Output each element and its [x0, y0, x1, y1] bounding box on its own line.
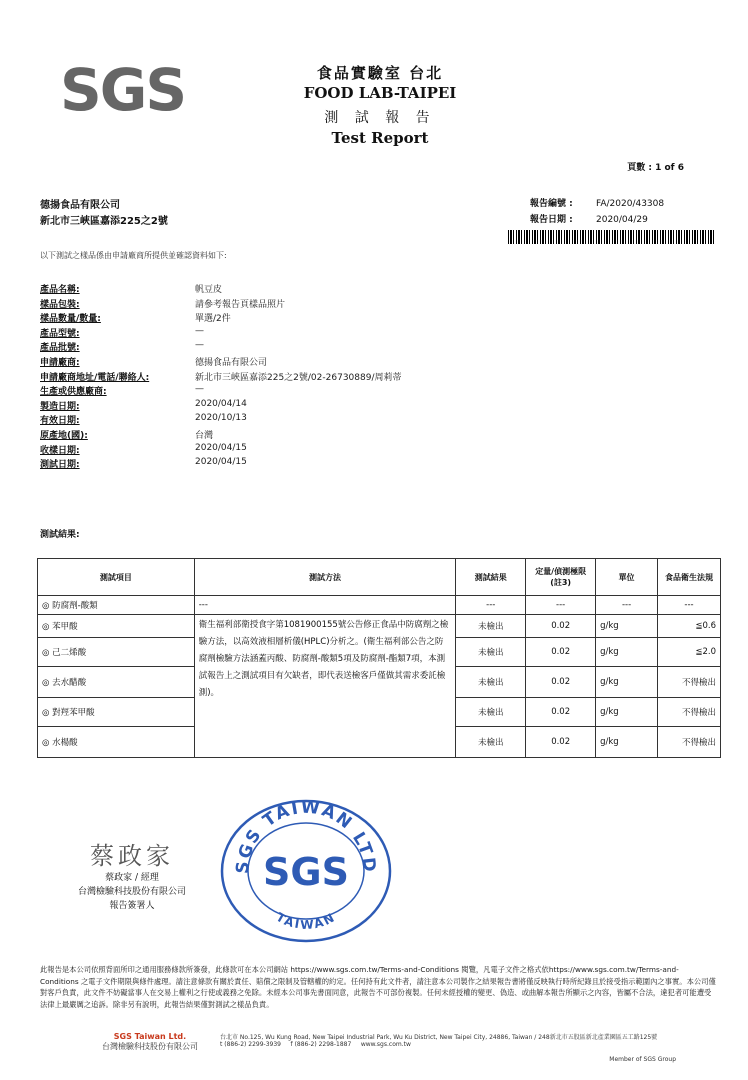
cell-unit: g/kg — [596, 638, 658, 667]
info-row — [40, 311, 401, 326]
logo-text: SGS — [60, 56, 186, 124]
info-label: 生產或供應廠商: — [40, 387, 107, 398]
table-row — [38, 615, 721, 638]
cell-limit: 0.02 — [526, 615, 596, 638]
cell-method-empty: --- — [194, 596, 456, 615]
info-label: 樣品數量/數量: — [40, 314, 101, 325]
info-value: 2020/04/15 — [195, 457, 247, 468]
info-row — [40, 282, 401, 297]
info-value: 帆豆皮 — [195, 285, 223, 295]
cell-limit: 0.02 — [526, 638, 596, 667]
barcode — [508, 230, 714, 244]
info-value: 台灣 — [195, 430, 214, 441]
info-row — [40, 297, 401, 312]
cell-item: ◎ 己二烯酸 — [38, 638, 195, 667]
info-value: — — [195, 340, 204, 351]
info-value: — — [195, 325, 204, 336]
page-number: 頁數 : 1 of 6 — [627, 163, 684, 173]
info-label: 產品批號: — [40, 343, 80, 354]
svg-text:TAIWAN — [274, 910, 338, 932]
info-row — [40, 370, 401, 385]
cell-regulation: --- — [658, 596, 721, 615]
handwritten-signature: 蔡政家 — [90, 842, 174, 870]
cell-result: 未檢出 — [456, 638, 526, 667]
info-row — [40, 340, 401, 355]
intro-text: 以下測試之樣品係由申請廠商所提供並確認資料如下: — [40, 251, 227, 260]
cell-limit: 0.02 — [526, 727, 596, 758]
signer-company: 台灣檢驗科技股份有限公司 — [77, 887, 186, 897]
info-value: 2020/04/14 — [195, 398, 247, 409]
info-row — [40, 457, 401, 472]
stamp-center-text: SGS — [263, 850, 349, 894]
cell-item: ◎ 對羥苯甲酸 — [38, 698, 195, 727]
sample-info — [40, 282, 401, 472]
info-label: 收樣日期: — [40, 445, 80, 456]
cell-limit: 0.02 — [526, 698, 596, 727]
cell-item: ◎ 水楊酸 — [38, 727, 195, 758]
cell-regulation: 不得檢出 — [658, 727, 721, 758]
report-number — [530, 196, 664, 209]
info-value: 單選/2件 — [195, 314, 231, 325]
info-value: — — [195, 384, 204, 395]
client-name: 德揚食品有限公司 — [40, 200, 120, 211]
signature-block — [52, 836, 212, 913]
cell-regulation: 不得檢出 — [658, 667, 721, 698]
cell-unit: g/kg — [596, 667, 658, 698]
report-title-en: Test Report — [331, 129, 429, 147]
header-method: 測試方法 — [194, 559, 456, 596]
cell-regulation: ≦0.6 — [658, 615, 721, 638]
stamp-top-text: SGS TAIWAN LTD — [232, 798, 380, 875]
info-value: 新北市三峽區嘉添225之2號/02-26730889/周莉蒂 — [195, 372, 402, 383]
signer-name-title: 蔡政家 / 經理 — [105, 873, 159, 883]
footer-firm — [80, 1032, 220, 1052]
cell-regulation: ≦2.0 — [658, 638, 721, 667]
cell-item: ◎ 去水醋酸 — [38, 667, 195, 698]
cell-item: ◎ 苯甲酸 — [38, 615, 195, 638]
report-date-label: 報告日期 : — [530, 215, 573, 225]
lab-title-zh: 食品實驗室 台北 — [316, 64, 444, 82]
report-title-zh: 測 試 報 告 — [324, 110, 436, 126]
report-number-value: FA/2020/43308 — [596, 199, 665, 209]
cell-unit: --- — [596, 596, 658, 615]
header-limit: 定量/偵測極限(註3) — [526, 559, 596, 596]
info-label: 產品型號: — [40, 328, 80, 339]
footer-fax: f (886-2) 2298-1887 — [290, 1041, 352, 1048]
info-row — [40, 443, 401, 458]
info-label: 產品名稱: — [40, 285, 80, 295]
header-regulation: 食品衛生法規 — [658, 559, 721, 596]
cell-unit: g/kg — [596, 698, 658, 727]
cell-limit: --- — [526, 596, 596, 615]
client-address: 新北市三峽區嘉添225之2號 — [40, 216, 168, 227]
disclaimer: 此報告是本公司依照背面所印之通用服務條款所簽發，此條款可在本公司網站 https://www.sgs.com.tw/Terms-and-Conditions 閱覽，凡電子文件之格式依https://www.sgs.com.tw/Terms-and-Conditions 之電子文件期限與條件處理。請注意條款有關於責任、賠償之限制及管轄權的約定。任何持有此文件者，請注意本公司製作之結果報告書將僅反映執行時所紀錄且於接受指示範圍內之事實。本公司僅對客戶負責，此文件不妨礙當事人在交易上權利之行使或義務之免除。未經本公司事先書面同意，此報告不可部份複製。任何未經授權的變更、偽造、或曲解本報告所顯示之內容，皆屬不合法，違犯者可能遭受法律上最嚴厲之追訴。除非另有說明，此報告結果僅對測試之樣品負責。 — [40, 965, 716, 1009]
cell-unit: g/kg — [596, 615, 658, 638]
report-date — [530, 212, 648, 225]
cell-unit: g/kg — [596, 727, 658, 758]
info-label: 測試日期: — [40, 460, 80, 471]
cell-result: --- — [456, 596, 526, 615]
header-result: 測試結果 — [456, 559, 526, 596]
report-date-value: 2020/04/29 — [596, 215, 648, 225]
info-row — [40, 384, 401, 399]
info-row — [40, 399, 401, 414]
cell-limit: 0.02 — [526, 667, 596, 698]
footer-firm-zh: 台灣檢驗科技股份有限公司 — [102, 1042, 198, 1051]
info-label: 原產地(國): — [40, 430, 88, 441]
info-label: 申請廠商地址/電話/聯絡人: — [40, 372, 150, 383]
report-number-label: 報告編號 : — [530, 199, 573, 209]
cell-result: 未檢出 — [456, 727, 526, 758]
info-value: 2020/10/13 — [195, 413, 247, 424]
info-label: 製造日期: — [40, 401, 80, 412]
info-label: 申請廠商: — [40, 357, 80, 368]
footer-contact — [220, 1041, 716, 1048]
cell-item: ◎ 防腐劑-酸類 — [38, 596, 195, 615]
signer-role: 報告簽署人 — [109, 901, 155, 911]
cell-result: 未檢出 — [456, 698, 526, 727]
info-value: 請參考報告頁樣品照片 — [195, 299, 286, 310]
info-row — [40, 428, 401, 443]
info-label: 樣品包裝: — [40, 299, 80, 310]
table-row — [38, 596, 721, 615]
results-heading: 測試結果: — [40, 530, 80, 540]
cell-method: 衛生福利部衛授食字第1081900155號公告修正食品中防腐劑之檢驗方法，以高效液相層析儀(HPLC)分析之。(衛生福利部公告之防腐劑檢驗方法涵蓋丙酸、防腐劑-酸類5項及防腐劑-酯類7項，本測試報告上之測試項目有欠缺者，即代表送檢客戶僅做其需求委託檢測)。 — [194, 615, 456, 758]
footer-address-block — [220, 1032, 716, 1048]
sgs-taiwan-stamp — [218, 798, 394, 944]
header-unit: 單位 — [596, 559, 658, 596]
lab-title-en: FOOD LAB-TAIPEI — [303, 84, 457, 102]
results-table — [37, 558, 721, 758]
table-header-row — [38, 559, 721, 596]
cell-regulation: 不得檢出 — [658, 698, 721, 727]
footer-tel: t (886-2) 2299-3939 — [220, 1041, 281, 1048]
info-row — [40, 413, 401, 428]
info-value: 2020/04/15 — [195, 442, 247, 453]
info-value: 德揚食品有限公司 — [195, 357, 268, 368]
footer-member: Member of SGS Group — [609, 1056, 676, 1063]
info-row — [40, 355, 401, 370]
header-item: 測試項目 — [38, 559, 195, 596]
stamp-bottom-text: TAIWAN — [273, 909, 339, 932]
info-label: 有效日期: — [40, 416, 80, 427]
footer-firm-en: SGS Taiwan Ltd. — [113, 1032, 187, 1041]
cell-result: 未檢出 — [456, 667, 526, 698]
footer-address: 台北市 No.125, Wu Kung Road, New Taipei Industrial Park, Wu Ku District, New Taipei City, 24886, Taiwan / 248新北市五股區新北產業園區五工路125號 — [220, 1034, 658, 1041]
sgs-logo — [60, 56, 186, 124]
footer-web: www.sgs.com.tw — [360, 1041, 411, 1048]
cell-result: 未檢出 — [456, 615, 526, 638]
info-row — [40, 326, 401, 341]
